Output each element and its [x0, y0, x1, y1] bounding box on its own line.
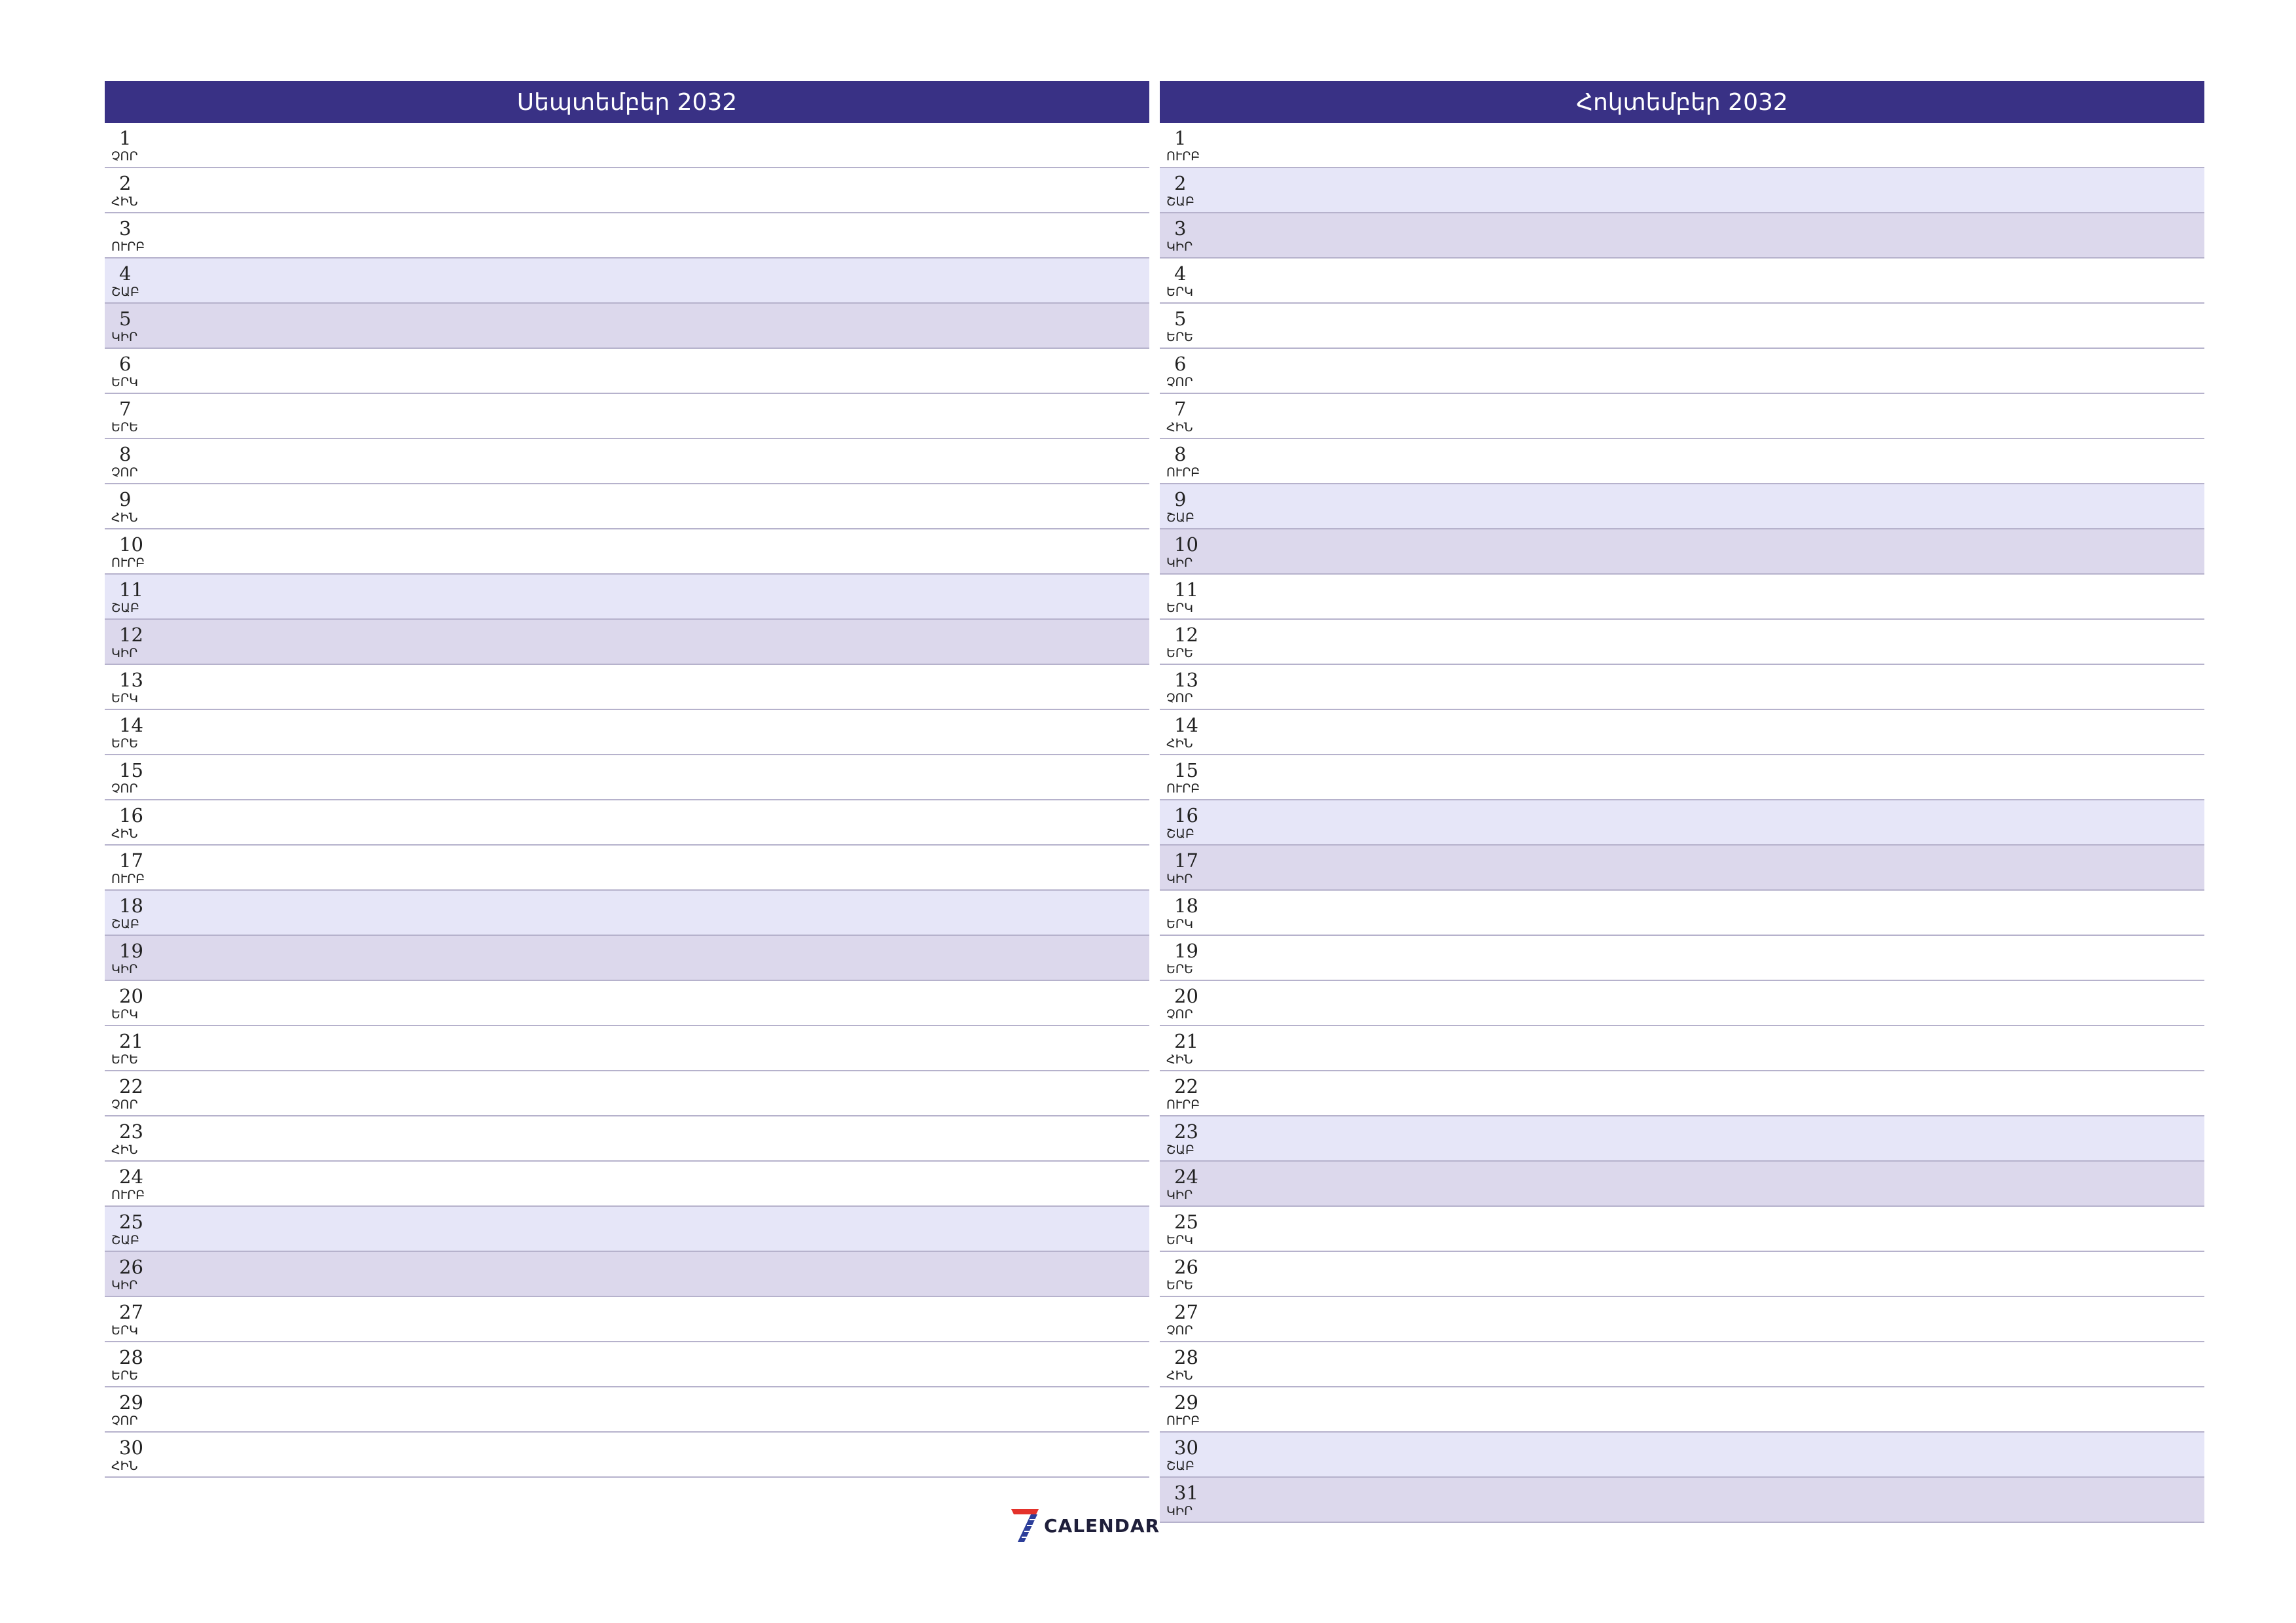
- day-number: 21: [1174, 1030, 1198, 1052]
- day-weekday-label: ՀԻՆ: [111, 510, 138, 525]
- day-weekday-label: ՈՒՐԲ: [1166, 1097, 1200, 1112]
- day-weekday-label: ՀԻՆ: [111, 1459, 138, 1473]
- day-row[interactable]: [105, 1297, 1149, 1342]
- day-number: 19: [1174, 940, 1198, 962]
- day-weekday-label: ԿԻՐ: [1166, 240, 1193, 254]
- day-row[interactable]: [105, 439, 1149, 484]
- day-weekday-label: ԵՐԿ: [1166, 1233, 1193, 1247]
- day-row[interactable]: [1160, 439, 2204, 484]
- day-row[interactable]: [105, 1071, 1149, 1116]
- day-row[interactable]: [1160, 1026, 2204, 1071]
- day-row[interactable]: [1160, 1478, 2204, 1523]
- day-number: 24: [1174, 1166, 1198, 1188]
- day-row[interactable]: [105, 710, 1149, 755]
- day-row[interactable]: [105, 1162, 1149, 1207]
- day-row[interactable]: [1160, 168, 2204, 213]
- day-row[interactable]: [105, 936, 1149, 981]
- day-weekday-label: ԵՐԵ: [111, 1052, 138, 1067]
- day-row[interactable]: [1160, 349, 2204, 394]
- day-number: 1: [119, 127, 132, 149]
- day-number: 24: [119, 1166, 143, 1188]
- day-number: 9: [1174, 488, 1187, 510]
- day-row[interactable]: [105, 394, 1149, 439]
- day-number: 15: [1174, 759, 1198, 781]
- day-number: 18: [119, 895, 143, 917]
- day-weekday-label: ԵՐԵ: [1166, 962, 1193, 976]
- day-number: 8: [119, 443, 132, 465]
- day-row[interactable]: [105, 800, 1149, 846]
- day-row[interactable]: [1160, 800, 2204, 846]
- day-weekday-label: ԿԻՐ: [1166, 1188, 1193, 1202]
- day-row[interactable]: [1160, 484, 2204, 529]
- day-weekday-label: ՉՈՐ: [1166, 1323, 1193, 1338]
- day-weekday-label: ԵՐԿ: [111, 1007, 138, 1022]
- day-number: 2: [1174, 172, 1187, 194]
- day-weekday-label: ԵՐԵ: [1166, 330, 1193, 344]
- day-list: [1160, 123, 2204, 1523]
- day-row[interactable]: [105, 981, 1149, 1026]
- day-number: 25: [1174, 1211, 1198, 1233]
- day-row[interactable]: [1160, 846, 2204, 891]
- day-row[interactable]: [1160, 575, 2204, 620]
- day-weekday-label: ԵՐԿ: [1166, 601, 1193, 615]
- day-number: 9: [119, 488, 132, 510]
- day-row[interactable]: [105, 484, 1149, 529]
- day-weekday-label: ՉՈՐ: [111, 781, 138, 796]
- brand-name: CALENDAR: [1044, 1514, 1160, 1537]
- day-weekday-label: ՈՒՐԲ: [111, 556, 145, 570]
- day-weekday-label: ՉՈՐ: [111, 1097, 138, 1112]
- day-number: 25: [119, 1211, 143, 1233]
- day-weekday-label: ՈՒՐԲ: [111, 1188, 145, 1202]
- day-number: 3: [1174, 217, 1187, 240]
- day-number: 6: [1174, 353, 1187, 375]
- day-number: 22: [1174, 1075, 1198, 1097]
- day-number: 26: [119, 1256, 143, 1278]
- day-number: 20: [1174, 985, 1198, 1007]
- day-number: 18: [1174, 895, 1198, 917]
- day-row[interactable]: [105, 213, 1149, 259]
- day-row[interactable]: [1160, 259, 2204, 304]
- day-number: 26: [1174, 1256, 1198, 1278]
- day-weekday-label: ՇԱԲ: [1166, 194, 1194, 209]
- day-weekday-label: ՇԱԲ: [1166, 827, 1194, 841]
- day-row[interactable]: [1160, 620, 2204, 665]
- day-row[interactable]: [105, 123, 1149, 168]
- day-weekday-label: ՈՒՐԲ: [111, 240, 145, 254]
- day-weekday-label: ԿԻՐ: [1166, 872, 1193, 886]
- day-row[interactable]: [1160, 665, 2204, 710]
- month-title: Սեպտեմբեր 2032: [105, 81, 1149, 123]
- day-weekday-label: ՉՈՐ: [1166, 375, 1193, 389]
- day-weekday-label: ՉՈՐ: [111, 1414, 138, 1428]
- day-weekday-label: ՀԻՆ: [1166, 420, 1193, 435]
- day-weekday-label: ՇԱԲ: [1166, 510, 1194, 525]
- day-number: 12: [119, 624, 143, 646]
- day-weekday-label: ՀԻՆ: [111, 1143, 138, 1157]
- day-row[interactable]: [105, 1207, 1149, 1252]
- day-weekday-label: ՈՒՐԲ: [111, 872, 145, 886]
- day-weekday-label: ՇԱԲ: [1166, 1143, 1194, 1157]
- day-row[interactable]: [105, 846, 1149, 891]
- day-row[interactable]: [105, 304, 1149, 349]
- day-row[interactable]: [1160, 981, 2204, 1026]
- day-row[interactable]: [105, 620, 1149, 665]
- day-weekday-label: ԵՐԵ: [1166, 1278, 1193, 1293]
- day-number: 23: [119, 1120, 143, 1143]
- day-weekday-label: ՀԻՆ: [111, 827, 138, 841]
- day-number: 17: [1174, 849, 1198, 872]
- day-row[interactable]: [105, 665, 1149, 710]
- month-september: [105, 81, 1149, 1478]
- day-row[interactable]: [1160, 755, 2204, 800]
- day-weekday-label: ԿԻՐ: [1166, 1504, 1193, 1518]
- day-number: 8: [1174, 443, 1187, 465]
- day-weekday-label: ԵՐԿ: [1166, 285, 1193, 299]
- day-row[interactable]: [1160, 394, 2204, 439]
- day-row[interactable]: [105, 1387, 1149, 1433]
- day-row[interactable]: [1160, 529, 2204, 575]
- day-weekday-label: ԵՐԿ: [1166, 917, 1193, 931]
- day-weekday-label: ՈՒՐԲ: [1166, 1414, 1200, 1428]
- day-row[interactable]: [105, 1342, 1149, 1387]
- day-number: 21: [119, 1030, 143, 1052]
- day-row[interactable]: [1160, 123, 2204, 168]
- day-weekday-label: ՉՈՐ: [111, 149, 138, 164]
- day-weekday-label: ՇԱԲ: [111, 285, 139, 299]
- day-row[interactable]: [1160, 891, 2204, 936]
- day-weekday-label: ԵՐԿ: [111, 375, 138, 389]
- day-number: 4: [119, 262, 132, 285]
- day-row[interactable]: [105, 349, 1149, 394]
- day-list: [105, 123, 1149, 1478]
- day-number: 28: [119, 1346, 143, 1368]
- day-row[interactable]: [105, 1433, 1149, 1478]
- day-row[interactable]: [105, 1252, 1149, 1297]
- day-weekday-label: ՈՒՐԲ: [1166, 465, 1200, 480]
- day-weekday-label: ՉՈՐ: [111, 465, 138, 480]
- day-weekday-label: ԵՐԿ: [111, 691, 138, 705]
- day-number: 19: [119, 940, 143, 962]
- day-number: 13: [119, 669, 143, 691]
- day-number: 16: [1174, 804, 1198, 827]
- day-number: 27: [1174, 1301, 1198, 1323]
- day-row[interactable]: [1160, 1342, 2204, 1387]
- day-row[interactable]: [1160, 1297, 2204, 1342]
- day-row[interactable]: [105, 1026, 1149, 1071]
- day-number: 11: [1174, 579, 1198, 601]
- day-number: 7: [119, 398, 132, 420]
- day-number: 23: [1174, 1120, 1198, 1143]
- day-number: 29: [119, 1391, 143, 1414]
- day-weekday-label: ՀԻՆ: [1166, 1368, 1193, 1383]
- day-number: 10: [1174, 533, 1198, 556]
- day-number: 29: [1174, 1391, 1198, 1414]
- day-row[interactable]: [105, 168, 1149, 213]
- day-number: 10: [119, 533, 143, 556]
- day-weekday-label: ՀԻՆ: [1166, 736, 1193, 751]
- day-number: 31: [1174, 1482, 1198, 1504]
- day-weekday-label: ԵՐԵ: [111, 420, 138, 435]
- day-number: 15: [119, 759, 143, 781]
- day-number: 5: [1174, 308, 1187, 330]
- day-weekday-label: ԵՐԵ: [111, 1368, 138, 1383]
- day-weekday-label: ՇԱԲ: [111, 601, 139, 615]
- day-row[interactable]: [1160, 1116, 2204, 1162]
- day-number: 22: [119, 1075, 143, 1097]
- day-weekday-label: ՈՒՐԲ: [1166, 149, 1200, 164]
- day-weekday-label: ԿԻՐ: [111, 962, 138, 976]
- day-weekday-label: ՀԻՆ: [111, 194, 138, 209]
- day-weekday-label: ՈՒՐԲ: [1166, 781, 1200, 796]
- day-number: 28: [1174, 1346, 1198, 1368]
- day-row[interactable]: [1160, 1071, 2204, 1116]
- day-weekday-label: ԿԻՐ: [111, 330, 138, 344]
- day-number: 13: [1174, 669, 1198, 691]
- day-weekday-label: ՇԱԲ: [1166, 1459, 1194, 1473]
- day-number: 14: [1174, 714, 1198, 736]
- day-number: 30: [119, 1436, 143, 1459]
- day-number: 11: [119, 579, 143, 601]
- day-number: 20: [119, 985, 143, 1007]
- day-row[interactable]: [1160, 710, 2204, 755]
- day-weekday-label: ՉՈՐ: [1166, 1007, 1193, 1022]
- day-weekday-label: ՇԱԲ: [111, 1233, 139, 1247]
- day-number: 3: [119, 217, 132, 240]
- day-row[interactable]: [105, 891, 1149, 936]
- day-weekday-label: ԵՐԿ: [111, 1323, 138, 1338]
- day-row[interactable]: [1160, 1252, 2204, 1297]
- day-number: 6: [119, 353, 132, 375]
- day-number: 17: [119, 849, 143, 872]
- day-row[interactable]: [105, 259, 1149, 304]
- day-number: 16: [119, 804, 143, 827]
- month-title: Հոկտեմբեր 2032: [1160, 81, 2204, 123]
- day-row[interactable]: [1160, 304, 2204, 349]
- day-row[interactable]: [1160, 1207, 2204, 1252]
- day-weekday-label: ՇԱԲ: [111, 917, 139, 931]
- seven-calendar-logo-icon: [1010, 1508, 1040, 1543]
- day-number: 5: [119, 308, 132, 330]
- day-row[interactable]: [105, 1116, 1149, 1162]
- day-row[interactable]: [1160, 213, 2204, 259]
- day-weekday-label: ՀԻՆ: [1166, 1052, 1193, 1067]
- day-number: 14: [119, 714, 143, 736]
- day-row[interactable]: [105, 529, 1149, 575]
- day-weekday-label: ԿԻՐ: [111, 646, 138, 660]
- day-weekday-label: ԿԻՐ: [111, 1278, 138, 1293]
- day-row[interactable]: [1160, 1433, 2204, 1478]
- day-number: 27: [119, 1301, 143, 1323]
- month-october: [1160, 81, 2204, 1523]
- day-number: 30: [1174, 1436, 1198, 1459]
- day-weekday-label: ԵՐԵ: [1166, 646, 1193, 660]
- day-weekday-label: ՉՈՐ: [1166, 691, 1193, 705]
- day-row[interactable]: [105, 575, 1149, 620]
- day-number: 2: [119, 172, 132, 194]
- day-weekday-label: ԵՐԵ: [111, 736, 138, 751]
- day-number: 7: [1174, 398, 1187, 420]
- day-row[interactable]: [1160, 1162, 2204, 1207]
- day-row[interactable]: [1160, 1387, 2204, 1433]
- day-weekday-label: ԿԻՐ: [1166, 556, 1193, 570]
- day-number: 1: [1174, 127, 1187, 149]
- day-number: 4: [1174, 262, 1187, 285]
- day-row[interactable]: [105, 755, 1149, 800]
- day-number: 12: [1174, 624, 1198, 646]
- day-row[interactable]: [1160, 936, 2204, 981]
- brand-logo: [1010, 1507, 1160, 1544]
